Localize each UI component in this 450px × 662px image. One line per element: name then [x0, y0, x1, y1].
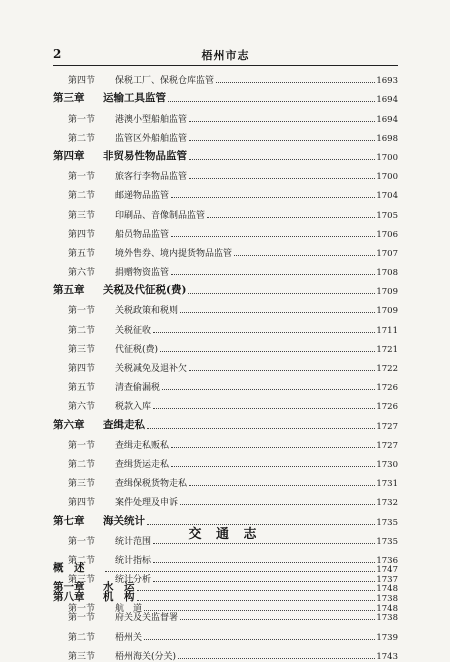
dot-leader — [189, 484, 375, 486]
toc-section-row — [53, 259, 398, 278]
toc-entry-title: 船员物品监管 — [115, 229, 170, 240]
toc-page-number: 1709 — [376, 306, 398, 317]
toc-page-number: 1735 — [376, 536, 398, 547]
toc-section-row — [53, 316, 398, 335]
toc-section-row — [53, 451, 398, 470]
toc-entry-number: 第三章 — [53, 92, 85, 105]
toc-entry-title: 境外售券、境内提货物品监管 — [115, 248, 233, 259]
toc-entry-number: 第二节 — [68, 459, 96, 470]
toc-entry-number: 第一章 — [53, 581, 85, 594]
toc-entry-title: 保税工厂、保税仓库监管 — [115, 76, 215, 87]
toc-entry-title: 梧州海关(分关) — [115, 651, 177, 662]
toc-entry-number: 第四节 — [68, 76, 96, 87]
toc-entry-number: 第三节 — [68, 479, 96, 490]
toc-page-number: 1694 — [376, 95, 398, 106]
toc-section-row — [53, 623, 398, 642]
toc-entry-title: 非贸易性物品监管 — [103, 149, 187, 162]
toc-section-row — [53, 67, 398, 86]
toc-section-row — [53, 336, 398, 355]
toc-section-row — [53, 470, 398, 489]
toc-entry-title: 航 道 — [115, 603, 143, 614]
toc-entry-title: 旅客行李物品监管 — [115, 172, 188, 183]
toc-list-transport — [53, 556, 398, 614]
toc-page-number: 1731 — [376, 479, 398, 490]
toc-section-row — [53, 221, 398, 240]
toc-entry-number: 第五章 — [53, 284, 85, 297]
toc-entry-number: 第二节 — [68, 555, 96, 566]
toc-entry-title: 港澳小型船舶监管 — [115, 114, 188, 125]
dot-leader — [171, 465, 375, 467]
toc-entry-number: 第三节 — [68, 575, 96, 586]
toc-entry-number: 第一节 — [68, 440, 96, 451]
toc-section-row — [53, 125, 398, 144]
toc-entry-title: 查缉走私 — [103, 418, 145, 431]
toc-entry-number: 第一节 — [68, 603, 96, 614]
dot-leader — [189, 120, 375, 122]
toc-entry-number: 第六节 — [68, 402, 96, 413]
toc-entry-title: 海关统计 — [103, 514, 145, 527]
toc-entry-title: 统计指标 — [115, 555, 152, 566]
toc-page-number: 1748 — [376, 603, 398, 614]
toc-section-row — [53, 355, 398, 374]
toc-entry-number: 第一节 — [68, 536, 96, 547]
toc-page-number: 1706 — [376, 229, 398, 240]
toc-page-number: 1735 — [376, 517, 398, 528]
toc-page-number: 1738 — [376, 613, 398, 624]
toc-entry-title: 案件处理及申诉 — [115, 498, 179, 509]
toc-entry-number: 第六节 — [68, 268, 96, 279]
dot-leader — [180, 311, 375, 313]
toc-entry-number: 第二节 — [68, 133, 96, 144]
volume-title: 交 通 志 — [188, 527, 262, 542]
toc-entry-number: 第一节 — [68, 613, 96, 624]
toc-page-number: 1748 — [376, 584, 398, 595]
toc-entry-number: 概 述 — [53, 562, 85, 575]
toc-entry-title: 运输工具监管 — [103, 92, 166, 105]
toc-page-number: 1727 — [376, 421, 398, 432]
toc-page-number: 1737 — [376, 575, 398, 586]
dot-leader — [180, 503, 375, 505]
toc-entry-number: 第一节 — [68, 306, 96, 317]
toc-entry-title: 捐赠物资监管 — [115, 268, 170, 279]
toc-page-number: 1743 — [376, 651, 398, 662]
toc-page-number: 1694 — [376, 114, 398, 125]
dot-leader — [189, 139, 375, 141]
toc-page-number: 1732 — [376, 498, 398, 509]
toc-chapter-row — [53, 86, 398, 105]
toc-page-number: 1727 — [376, 440, 398, 451]
toc-section-row — [53, 432, 398, 451]
page-number: 2 — [53, 47, 62, 61]
running-title: 梧州市志 — [201, 49, 250, 62]
toc-section-row — [53, 182, 398, 201]
toc-section-row — [53, 297, 398, 316]
toc-page-number: 1722 — [376, 364, 398, 374]
toc-entry-title: 关税征收 — [115, 325, 152, 336]
toc-chapter-row — [53, 278, 398, 297]
dot-leader — [189, 177, 375, 179]
dot-leader — [153, 331, 375, 333]
toc-page-number: 1738 — [376, 594, 398, 605]
toc-entry-title: 梧州关 — [115, 632, 143, 643]
toc-chapter-row — [53, 575, 398, 594]
toc-entry-number: 第三节 — [68, 651, 96, 662]
toc-entry-title: 关税及代征税(费) — [103, 284, 187, 297]
toc-entry-number: 第四节 — [68, 229, 96, 240]
toc-section-row — [53, 105, 398, 124]
toc-entry-number: 第五节 — [68, 383, 96, 394]
toc-entry-number: 第六章 — [53, 418, 85, 431]
toc-entry-title: 代征税(费) — [115, 344, 159, 355]
toc-page-number: 1700 — [376, 172, 398, 183]
dot-leader — [207, 216, 375, 218]
dot-leader — [188, 292, 375, 294]
toc-section-row — [53, 201, 398, 220]
toc-entry-number: 第三节 — [68, 210, 96, 221]
toc-page-number: 1698 — [376, 133, 398, 144]
toc-section-row — [53, 240, 398, 259]
toc-entry-number: 第七章 — [53, 514, 85, 527]
toc-page-number: 1708 — [376, 268, 398, 279]
dot-leader — [171, 446, 375, 448]
dot-leader — [144, 609, 375, 611]
dot-leader — [171, 235, 375, 237]
toc-entry-number: 第一节 — [68, 114, 96, 125]
toc-entry-title: 府关及关监督署 — [115, 613, 179, 624]
page-header — [53, 47, 398, 63]
dot-leader — [153, 407, 375, 409]
dot-leader — [171, 196, 375, 198]
toc-entry-title: 关税政策和税则 — [115, 306, 179, 317]
toc-entry-title: 查缉走私贩私 — [115, 440, 170, 451]
dot-leader — [216, 81, 375, 83]
toc-entry-title: 监管区外船舶监管 — [115, 133, 188, 144]
toc-entry-number: 第三节 — [68, 344, 96, 355]
toc-entry-title: 清查偷漏税 — [115, 383, 161, 394]
toc-section-row — [53, 643, 398, 662]
toc-entry-number: 第二节 — [68, 325, 96, 336]
toc-page-number: 1693 — [376, 76, 398, 87]
dot-leader — [162, 388, 375, 390]
toc-entry-number: 第四节 — [68, 364, 96, 374]
toc-section-row — [53, 594, 398, 613]
toc-entry-title: 水 运 — [103, 581, 135, 594]
toc-page-number: 1726 — [376, 402, 398, 413]
toc-section-row — [53, 489, 398, 508]
dot-leader — [189, 369, 375, 371]
dot-leader — [171, 273, 375, 275]
dot-leader — [178, 657, 375, 659]
toc-entry-title: 机 构 — [103, 591, 135, 604]
toc-section-row — [53, 393, 398, 412]
toc-section-row — [53, 374, 398, 393]
dot-leader — [180, 618, 375, 620]
toc-page-number: 1726 — [376, 383, 398, 394]
header-rule — [53, 65, 398, 66]
toc-entry-number: 第五节 — [68, 248, 96, 259]
toc-entry-title: 统计范围 — [115, 536, 152, 547]
dot-leader — [168, 100, 375, 102]
dot-leader — [234, 254, 375, 256]
toc-chapter-row — [53, 556, 398, 575]
toc-page-number: 1705 — [376, 210, 398, 221]
toc-section-row — [53, 163, 398, 182]
toc-page-number: 1700 — [376, 152, 398, 163]
toc-chapter-row — [53, 144, 398, 163]
dot-leader — [147, 427, 375, 429]
toc-entry-title: 统计分析 — [115, 575, 152, 586]
dot-leader — [189, 158, 375, 160]
toc-page-number: 1704 — [376, 191, 398, 202]
toc-entry-number: 第四节 — [68, 498, 96, 509]
toc-page-number: 1721 — [376, 344, 398, 355]
toc-entry-title: 查缉保税货物走私 — [115, 479, 188, 490]
dot-leader — [160, 350, 375, 352]
toc-page-number: 1707 — [376, 248, 398, 259]
toc-page-number: 1711 — [376, 325, 398, 336]
toc-page-number: 1736 — [376, 555, 398, 566]
toc-entry-number: 第四章 — [53, 149, 85, 162]
toc-page-number: 1747 — [376, 565, 398, 576]
toc-entry-number: 第二节 — [68, 191, 96, 202]
toc-entry-title: 查缉货运走私 — [115, 459, 170, 470]
toc-entry-title: 关税减免及退补欠 — [115, 364, 188, 374]
dot-leader — [144, 638, 375, 640]
toc-entry-number: 第二节 — [68, 632, 96, 643]
toc-entry-title: 邮递物品监管 — [115, 191, 170, 202]
dot-leader — [105, 570, 375, 572]
toc-page-number: 1730 — [376, 459, 398, 470]
toc-page-number: 1739 — [376, 632, 398, 643]
toc-entry-number: 第一节 — [68, 172, 96, 183]
toc-chapter-row — [53, 412, 398, 431]
toc-page-number: 1709 — [376, 287, 398, 298]
dot-leader — [137, 589, 376, 591]
toc-entry-title: 印刷品、音像制品监管 — [115, 210, 206, 221]
toc-entry-title: 税款入库 — [115, 402, 152, 413]
toc-entry-number: 第八章 — [53, 591, 85, 604]
